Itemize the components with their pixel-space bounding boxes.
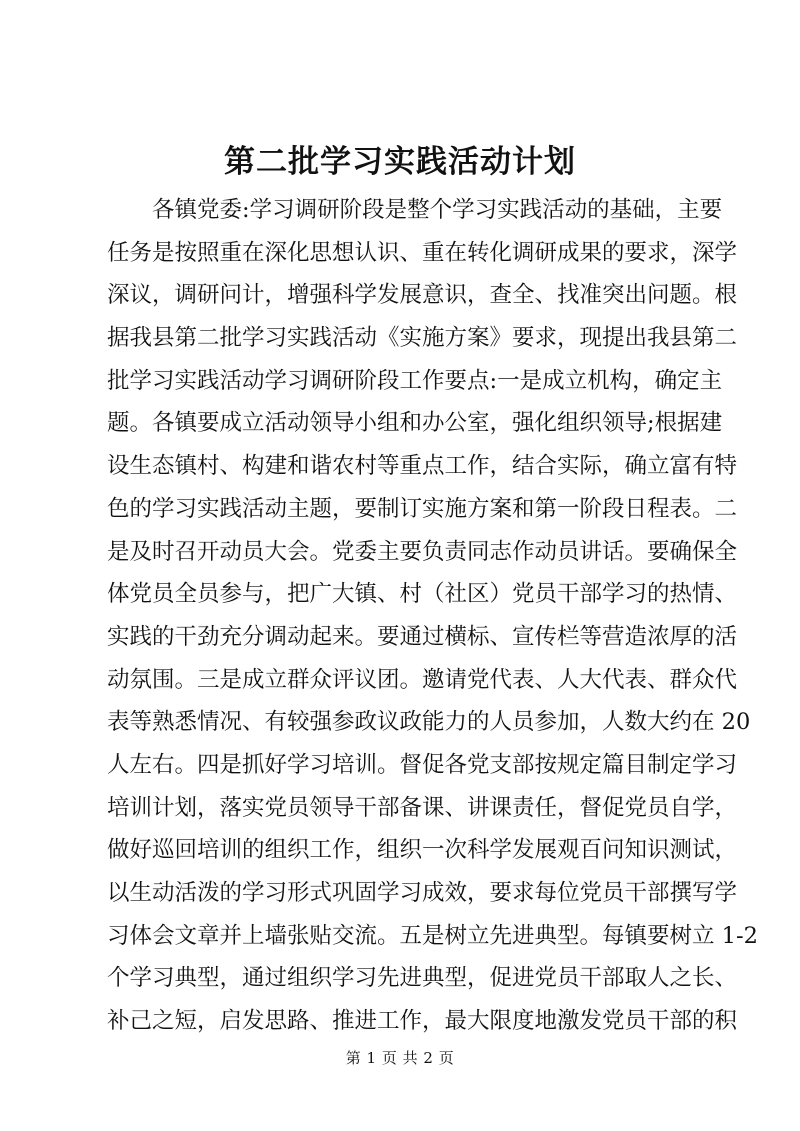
document-title: 第二批学习实践活动计划 <box>224 144 576 180</box>
body-line: 表等熟悉情况、有较强参政议政能力的人员参加，人数大约在 20 <box>107 709 751 736</box>
body-line: 题。各镇要成立活动领导小组和办公室，强化组织领导;根据建 <box>107 410 723 437</box>
body-line: 做好巡回培训的组织工作，组织一次科学发展观百问知识测试， <box>107 837 738 864</box>
body-line: 据我县第二批学习实践活动《实施方案》要求，现提出我县第二 <box>107 325 738 352</box>
body-line: 设生态镇村、构建和谐农村等重点工作，结合实际，确立富有特 <box>107 453 738 480</box>
body-line: 深议，调研问计，增强科学发展意识，查全、找准突出问题。根 <box>107 282 738 309</box>
body-line: 各镇党委:学习调研阶段是整个学习实践活动的基础，主要 <box>152 197 723 223</box>
body-line: 补己之短，启发思路、推进工作，最大限度地激发党员干部的积 <box>107 1008 738 1035</box>
body-line: 以生动活泼的学习形式巩固学习成效，要求每位党员干部撰写学 <box>107 880 738 906</box>
body-line: 个学习典型，通过组织学习先进典型，促进党员干部取人之长、 <box>107 965 738 992</box>
document-body <box>107 189 758 1043</box>
body-line: 是及时召开动员大会。党委主要负责同志作动员讲话。要确保全 <box>107 538 738 565</box>
body-line: 体党员全员参与，把广大镇、村（社区）党员干部学习的热情、 <box>107 581 738 608</box>
body-line: 实践的干劲充分调动起来。要通过横标、宣传栏等营造浓厚的活 <box>107 623 738 650</box>
body-line: 任务是按照重在深化思想认识、重在转化调研成果的要求，深学 <box>107 239 738 266</box>
body-line: 培训计划，落实党员领导干部备课、讲课责任，督促党员自学， <box>107 794 738 821</box>
body-line: 人左右。四是抓好学习培训。督促各党支部按规定篇目制定学习 <box>107 751 738 778</box>
page-number-footer: 第 1 页 共 2 页 <box>345 1049 455 1067</box>
body-line: 习体会文章并上墙张贴交流。五是树立先进典型。每镇要树立 1-2 <box>107 922 758 949</box>
body-line: 色的学习实践活动主题，要制订实施方案和第一阶段日程表。二 <box>107 495 738 522</box>
body-line: 批学习实践活动学习调研阶段工作要点:一是成立机构，确定主 <box>107 367 723 394</box>
body-line: 动氛围。三是成立群众评议团。邀请党代表、人大代表、群众代 <box>107 666 738 693</box>
